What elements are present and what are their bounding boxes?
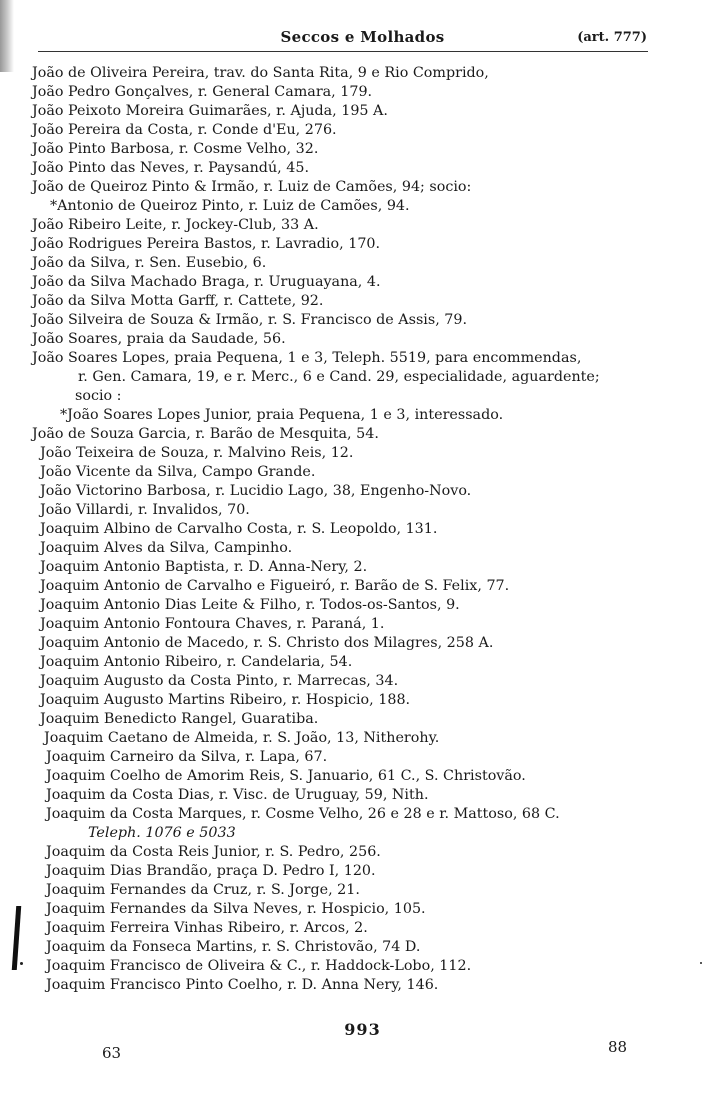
footer-right-number: 88: [608, 1038, 628, 1056]
directory-entry: Joaquim Antonio Dias Leite & Filho, r. Todos-os-Santos, 9.: [40, 597, 460, 613]
entry-list: [0, 64, 725, 995]
directory-entry: *Antonio de Queiroz Pinto, r. Luiz de Camões, 94.: [50, 198, 410, 214]
directory-entry: João de Oliveira Pereira, trav. do Santa Rita, 9 e Rio Comprido,: [32, 65, 489, 81]
directory-entry: João da Silva Machado Braga, r. Uruguayana, 4.: [32, 274, 381, 290]
directory-entry: João Pinto Barbosa, r. Cosme Velho, 32.: [32, 141, 319, 157]
directory-entry: Joaquim Antonio Fontoura Chaves, r. Paraná, 1.: [40, 616, 385, 632]
directory-entry: Joaquim Antonio Baptista, r. D. Anna-Nery, 2.: [40, 559, 368, 575]
directory-entry: Joaquim Augusto da Costa Pinto, r. Marrecas, 34.: [40, 673, 399, 689]
directory-entry: Joaquim Francisco Pinto Coelho, r. D. Anna Nery, 146.: [46, 977, 439, 993]
directory-entry: João Villardi, r. Invalidos, 70.: [40, 502, 250, 518]
directory-entry: João Victorino Barbosa, r. Lucidio Lago, 38, Engenho-Novo.: [40, 483, 472, 499]
page-title: Seccos e Molhados: [280, 28, 445, 46]
directory-entry: Joaquim Augusto Martins Ribeiro, r. Hospicio, 188.: [40, 692, 411, 708]
directory-entry: Joaquim Dias Brandão, praça D. Pedro I, 120.: [46, 863, 376, 879]
directory-entry: João Teixeira de Souza, r. Malvino Reis, 12.: [40, 445, 354, 461]
directory-entry: Joaquim Albino de Carvalho Costa, r. S. Leopoldo, 131.: [40, 521, 438, 537]
directory-entry: Joaquim Carneiro da Silva, r. Lapa, 67.: [46, 749, 328, 765]
directory-entry: João da Silva, r. Sen. Eusebio, 6.: [32, 255, 267, 271]
directory-entry: Joaquim Francisco de Oliveira & C., r. Haddock-Lobo, 112.: [46, 958, 472, 974]
directory-entry: João Peixoto Moreira Guimarães, r. Ajuda, 195 A.: [32, 103, 388, 119]
ink-speck: [20, 962, 23, 965]
directory-entry: Joaquim Caetano de Almeida, r. S. João, 13, Nitherohy.: [44, 730, 440, 746]
directory-entry: João de Queiroz Pinto & Irmão, r. Luiz de Camões, 94; socio:: [32, 179, 472, 195]
directory-entry: João Pinto das Neves, r. Paysandú, 45.: [32, 160, 309, 176]
page-number: 993: [344, 1020, 381, 1039]
directory-entry: João de Souza Garcia, r. Barão de Mesquita, 54.: [32, 426, 379, 442]
directory-entry: Joaquim da Costa Marques, r. Cosme Velho, 26 e 28 e r. Mattoso, 68 C.: [46, 806, 560, 822]
directory-entry: Joaquim Antonio Ribeiro, r. Candelaria, 54.: [40, 654, 353, 670]
directory-entry: Joaquim Ferreira Vinhas Ribeiro, r. Arcos, 2.: [46, 920, 368, 936]
directory-entry: Joaquim da Fonseca Martins, r. S. Christovão, 74 D.: [46, 939, 421, 955]
directory-entry: Joaquim Antonio de Macedo, r. S. Christo dos Milagres, 258 A.: [40, 635, 494, 651]
directory-entry: João Pedro Gonçalves, r. General Camara, 179.: [32, 84, 373, 100]
article-reference: (art. 777): [577, 30, 647, 45]
directory-entry: João Rodrigues Pereira Bastos, r. Lavradio, 170.: [32, 236, 381, 252]
directory-entry: Joaquim da Costa Reis Junior, r. S. Pedro, 256.: [46, 844, 381, 860]
header-divider: [38, 51, 648, 52]
directory-entry: João Vicente da Silva, Campo Grande.: [40, 464, 316, 480]
directory-entry: João Silveira de Souza & Irmão, r. S. Francisco de Assis, 79.: [32, 312, 468, 328]
directory-entry: Joaquim Alves da Silva, Campinho.: [40, 540, 293, 556]
directory-entry: Teleph. 1076 e 5033: [88, 825, 236, 841]
directory-entry: *João Soares Lopes Junior, praia Pequena, 1 e 3, interessado.: [60, 407, 504, 423]
directory-entry: Joaquim Antonio de Carvalho e Figueiró, r. Barão de S. Felix, 77.: [40, 578, 510, 594]
directory-entry: João Soares Lopes, praia Pequena, 1 e 3, Teleph. 5519, para encommendas,: [32, 350, 582, 366]
directory-entry: Joaquim Benedicto Rangel, Guaratiba.: [40, 711, 319, 727]
directory-entry: r. Gen. Camara, 19, e r. Merc., 6 e Cand. 29, especialidade, aguardente;: [78, 369, 600, 385]
ink-speck: [700, 962, 702, 964]
directory-entry: João Soares, praia da Saudade, 56.: [32, 331, 286, 347]
directory-entry: João da Silva Motta Garff, r. Cattete, 92.: [32, 293, 324, 309]
footer-left-number: 63: [102, 1044, 122, 1062]
directory-entry: Joaquim Coelho de Amorim Reis, S. Januario, 61 C., S. Christovão.: [46, 768, 526, 784]
directory-entry: Joaquim da Costa Dias, r. Visc. de Uruguay, 59, Nith.: [46, 787, 429, 803]
directory-entry: socio :: [75, 388, 122, 404]
directory-entry: João Ribeiro Leite, r. Jockey-Club, 33 A.: [32, 217, 319, 233]
directory-entry: Joaquim Fernandes da Cruz, r. S. Jorge, 21.: [46, 882, 360, 898]
directory-entry: Joaquim Fernandes da Silva Neves, r. Hospicio, 105.: [46, 901, 426, 917]
directory-entry: João Pereira da Costa, r. Conde d'Eu, 276.: [32, 122, 337, 138]
